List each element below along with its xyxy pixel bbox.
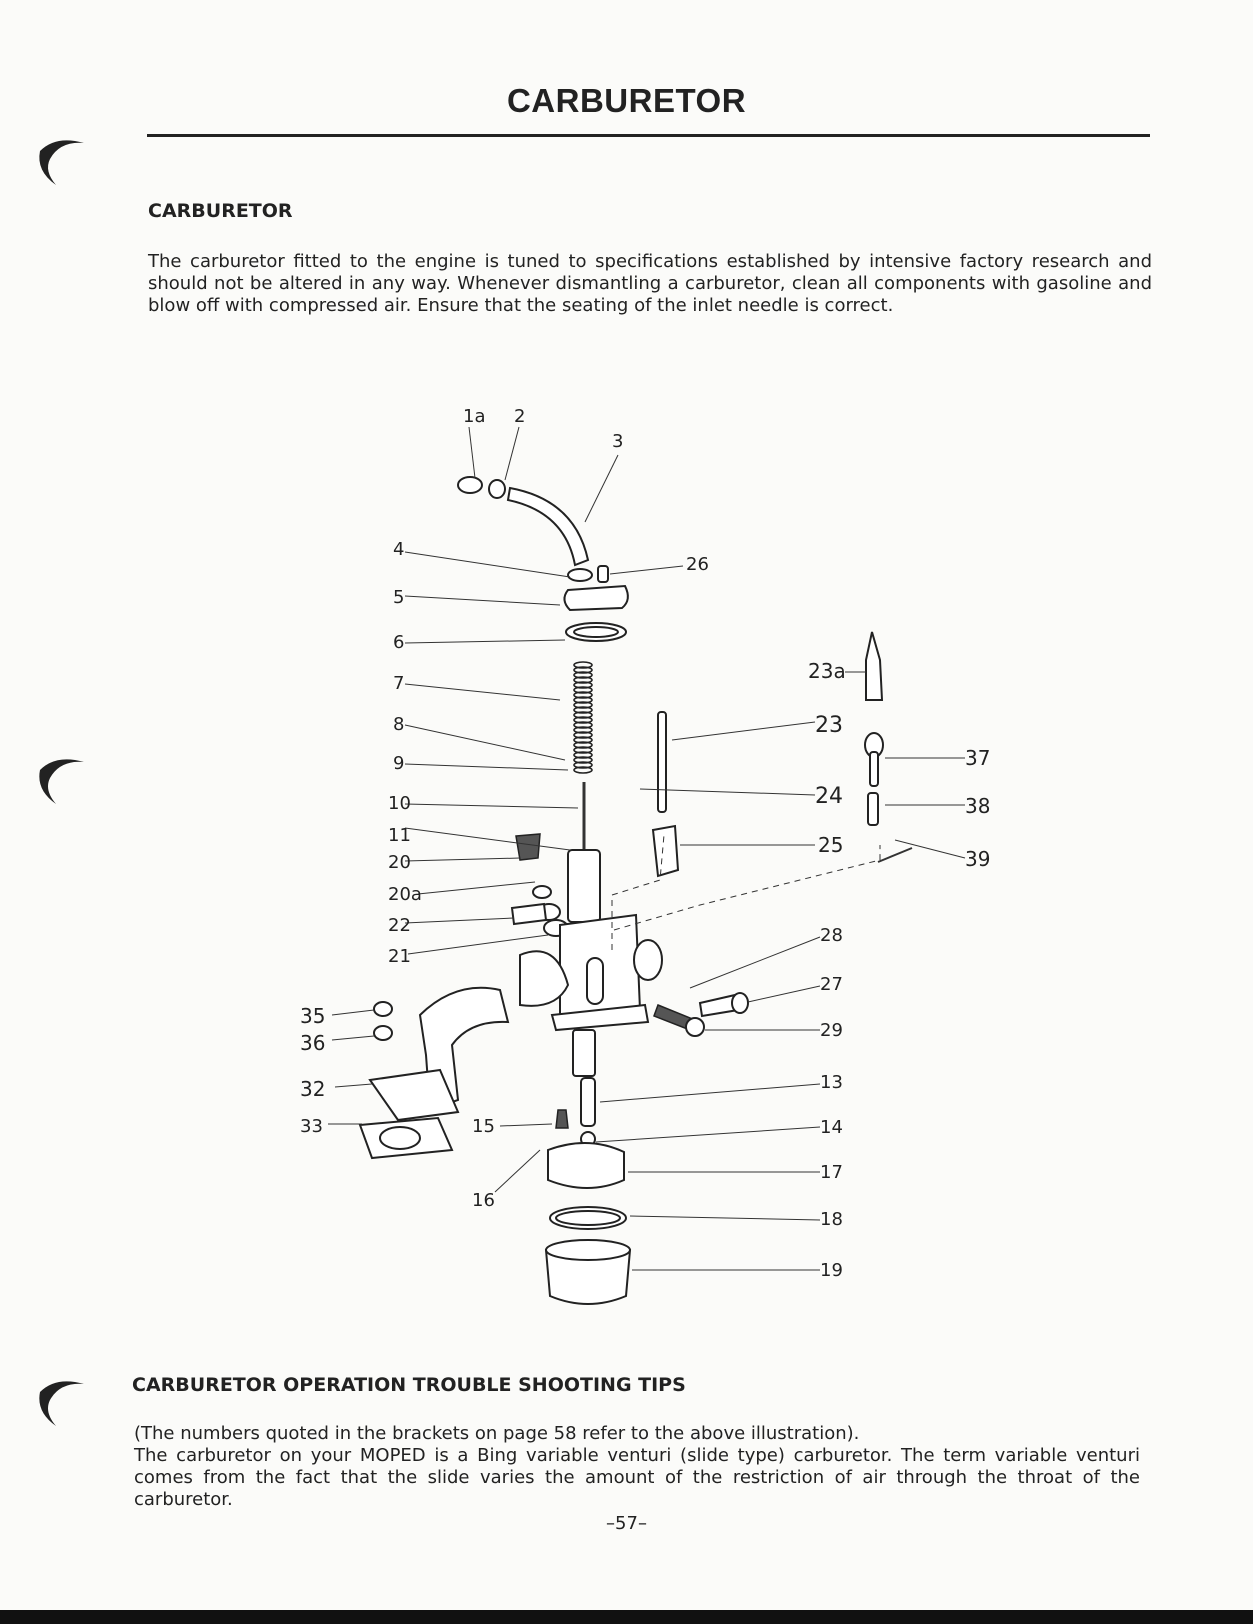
intro-text: The carburetor fitted to the engine is tuned to specifications established by intensive factory research and should not be altered in any way. Whenever dismantling a carburetor, clean all components with gasoline and blow off with compressed air. Ensure that the seating of the inlet needle is correct. [148, 251, 1152, 316]
callout-1a: 1a [463, 406, 486, 427]
carburetor-body [520, 915, 662, 1076]
page-number: –57– [606, 1513, 647, 1534]
callout-19: 19 [820, 1260, 843, 1281]
callout-23a: 23a [808, 659, 846, 683]
slide-spring [574, 662, 592, 773]
callout-36: 36 [300, 1031, 326, 1055]
callout-35: 35 [300, 1004, 326, 1028]
callout-25: 25 [818, 833, 844, 857]
callout-16: 16 [472, 1190, 495, 1211]
callout-32: 32 [300, 1077, 326, 1101]
callout-6: 6 [393, 632, 405, 653]
top-cover [564, 566, 627, 641]
idle-screw-parts [512, 834, 568, 936]
callout-27: 27 [820, 974, 843, 995]
callout-9: 9 [393, 753, 405, 774]
page-title: CARBURETOR [506, 82, 747, 119]
callout-8: 8 [393, 714, 405, 735]
callout-20a: 20a [388, 884, 422, 905]
choke-rod [658, 712, 666, 812]
callout-20: 20 [388, 852, 411, 873]
callout-28: 28 [820, 925, 843, 946]
callout-4: 4 [393, 539, 405, 560]
callout-17: 17 [820, 1162, 843, 1183]
callout-22: 22 [388, 915, 411, 936]
troubleshooting-note: (The numbers quoted in the brackets on page 58 refer to the above illustration). [134, 1423, 860, 1444]
float-parts [546, 1078, 630, 1304]
fuel-banjo-bolt [458, 477, 588, 565]
throttle-slide [568, 850, 600, 922]
callout-21: 21 [388, 946, 411, 967]
callout-24: 24 [815, 784, 843, 809]
troubleshooting-paragraph [134, 1423, 1140, 1511]
choke-plate [653, 826, 678, 876]
idle-needle-parts [865, 632, 912, 862]
callout-37: 37 [965, 746, 991, 770]
troubleshooting-text: The carburetor on your MOPED is a Bing variable venturi (slide type) carburetor. The term variable venturi comes from the fact that the slide varies the amount of the restriction of air through the throat of the carburetor. [134, 1445, 1140, 1510]
callout-26: 26 [686, 554, 709, 575]
callout-18: 18 [820, 1209, 843, 1230]
callout-11: 11 [388, 825, 411, 846]
callout-2: 2 [514, 406, 526, 427]
section-heading-carburetor: CARBURETOR [148, 200, 293, 222]
callout-29: 29 [820, 1020, 843, 1041]
callout-38: 38 [965, 794, 991, 818]
callout-39: 39 [965, 847, 991, 871]
callout-5: 5 [393, 587, 405, 608]
callout-13: 13 [820, 1072, 843, 1093]
callout-3: 3 [612, 431, 624, 452]
callout-15: 15 [472, 1116, 495, 1137]
callout-33: 33 [300, 1116, 323, 1137]
callout-14: 14 [820, 1117, 843, 1138]
scan-bottom-edge [0, 1610, 1253, 1624]
callout-7: 7 [393, 673, 405, 694]
section-heading-troubleshooting: CARBURETOR OPERATION TROUBLE SHOOTING TIPS [132, 1374, 686, 1396]
callout-23: 23 [815, 713, 843, 738]
callout-10: 10 [388, 793, 411, 814]
